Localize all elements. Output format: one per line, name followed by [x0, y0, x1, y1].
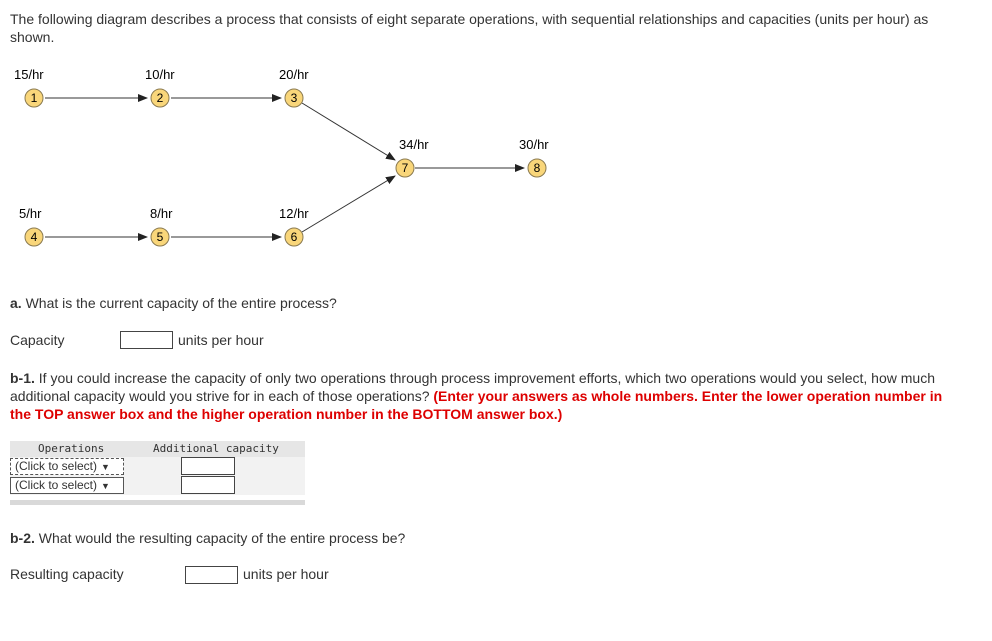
additional-capacity-input-bottom[interactable] [181, 476, 235, 494]
node-8-rate: 30/hr [519, 137, 549, 152]
col-additional-capacity: Additional capacity [153, 442, 279, 455]
node-5-label: 5 [156, 230, 164, 244]
table-footer-bar [10, 500, 305, 505]
node-1-rate: 15/hr [14, 67, 44, 82]
resulting-capacity-label: Resulting capacity [10, 566, 124, 582]
node-4-label: 4 [30, 230, 38, 244]
table-row [10, 457, 305, 476]
node-3-rate: 20/hr [279, 67, 309, 82]
dropdown-caret-icon: ▼ [101, 481, 110, 491]
capacity-unit: units per hour [178, 332, 264, 348]
process-diagram [0, 0, 992, 260]
node-8 [519, 137, 549, 177]
additional-capacity-input-top[interactable] [181, 457, 235, 475]
node-6 [279, 206, 309, 246]
resulting-capacity-input[interactable] [185, 566, 238, 584]
question-b2 [10, 530, 405, 546]
question-a-prefix: a. [10, 295, 22, 311]
node-1 [14, 67, 44, 107]
node-2-rate: 10/hr [145, 67, 175, 82]
question-b1-prefix: b-1. [10, 370, 35, 386]
node-1-label: 1 [30, 91, 38, 105]
operation-select-bottom-value: (Click to select) [15, 478, 98, 492]
col-operations: Operations [38, 442, 105, 455]
question-b2-prefix: b-2. [10, 530, 35, 546]
question-a-text: What is the current capacity of the entire process? [25, 295, 337, 311]
intro-text: The following diagram describes a process that consists of eight separate operations, with sequential relationships and capacities (units per hour) as shown. [10, 11, 929, 45]
node-2-label: 2 [156, 91, 164, 105]
edge-6-7 [302, 176, 395, 232]
edge-3-7 [302, 103, 395, 160]
operation-select-top[interactable] [10, 458, 124, 475]
table-row [10, 476, 305, 495]
node-7 [396, 137, 429, 177]
question-a [10, 295, 337, 311]
node-7-label: 7 [401, 161, 409, 175]
node-4-rate: 5/hr [19, 206, 42, 221]
node-5-rate: 8/hr [150, 206, 173, 221]
node-4 [19, 206, 43, 246]
dropdown-caret-icon: ▼ [101, 462, 110, 472]
node-8-label: 8 [533, 161, 541, 175]
question-b1 [10, 369, 960, 423]
node-7-rate: 34/hr [399, 137, 429, 152]
table-header [10, 441, 305, 457]
question-b1-instruction: (Enter your answers as whole numbers. Enter the lower operation number in the TOP answer box and the higher operation number in the BOTTOM answer box.) [10, 388, 943, 422]
question-b1-text: If you could increase the capacity of only two operations through process improvement efforts, which two operations would you select, how much additional capacity would you strive for in each of those operations? [10, 370, 935, 404]
node-3 [279, 67, 309, 107]
node-2 [145, 67, 175, 107]
node-6-rate: 12/hr [279, 206, 309, 221]
capacity-label: Capacity [10, 332, 65, 348]
resulting-capacity-unit: units per hour [243, 566, 329, 582]
node-3-label: 3 [290, 91, 298, 105]
question-b2-text: What would the resulting capacity of the entire process be? [38, 530, 406, 546]
capacity-input[interactable] [120, 331, 173, 349]
operation-select-top-value: (Click to select) [15, 459, 98, 473]
node-5 [150, 206, 173, 246]
node-6-label: 6 [290, 230, 298, 244]
operation-select-bottom[interactable] [10, 477, 124, 494]
